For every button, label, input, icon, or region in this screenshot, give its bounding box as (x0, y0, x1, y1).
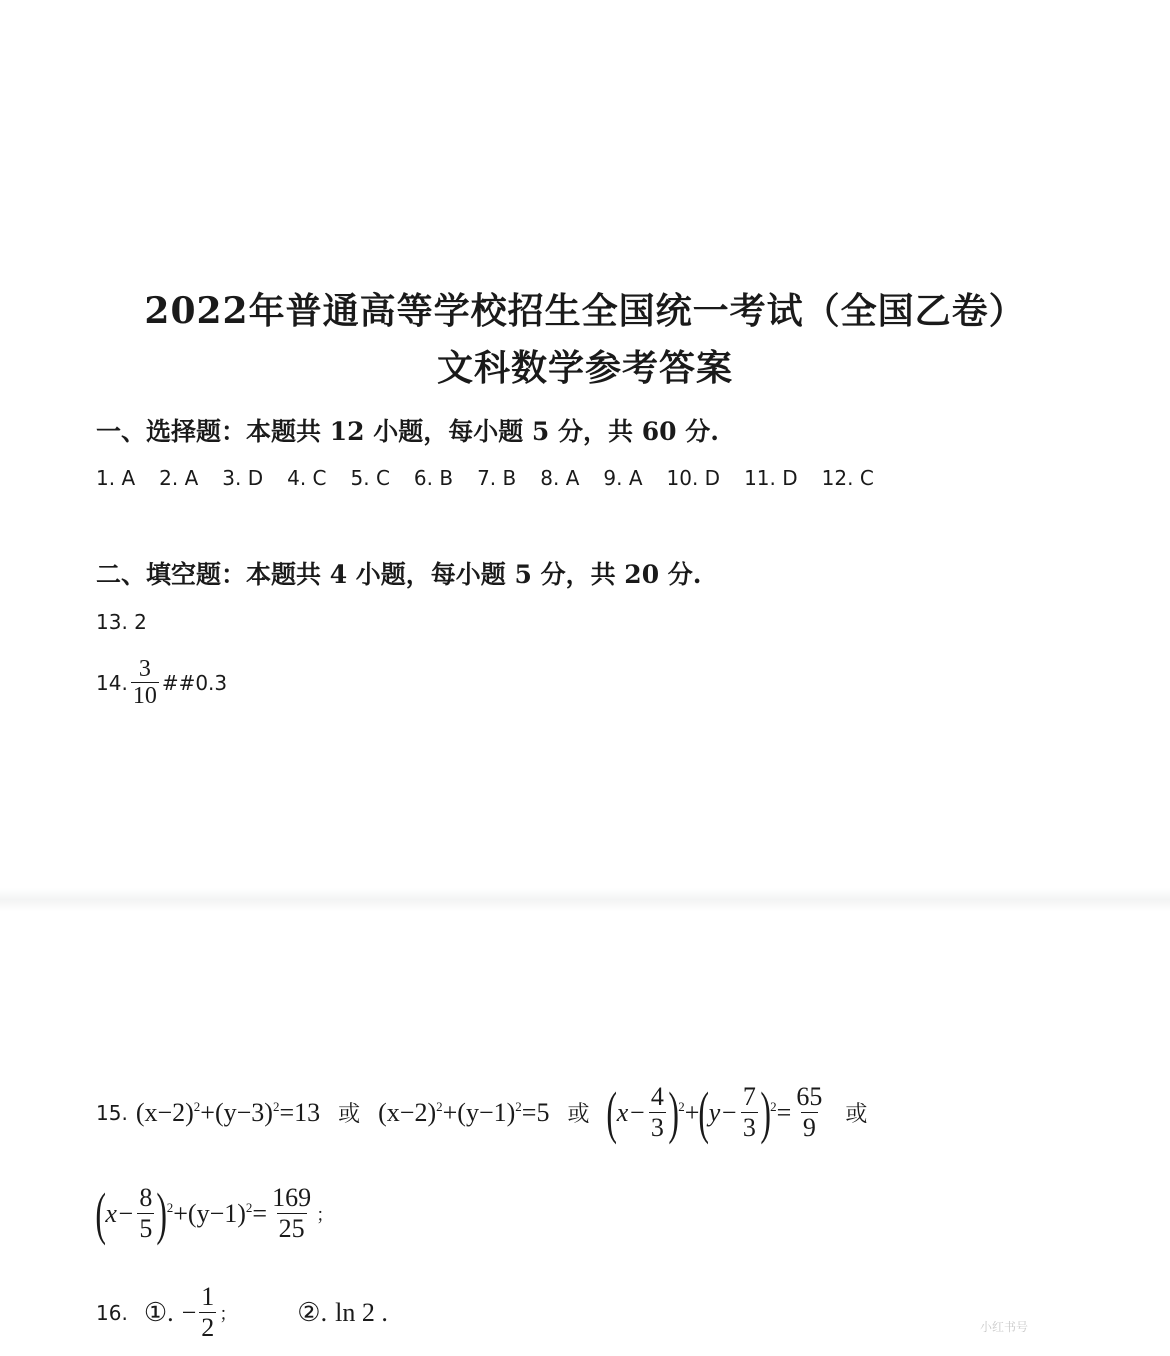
q14-alt: ##0.3 (161, 671, 228, 696)
q15-eq3: ( x− $\frac{4}{3}$ ) $^2$ + ( y− $\frac{7}{3}$ ) $^2$ = $\frac{65}{9}$ (606, 1079, 823, 1145)
answer-1: 1. A (96, 466, 136, 490)
q14-fraction: $\frac{3}{10}$ (132, 656, 157, 710)
choice-answers (96, 466, 898, 490)
exam-title: 2022年普通高等学校招生全国统一考试（全国乙卷） (144, 290, 1026, 332)
answer-4: 4. C (287, 466, 327, 490)
answer-12: 12. C (821, 466, 874, 490)
answer-11: 11. D (744, 466, 798, 490)
answer-7: 7. B (477, 466, 517, 490)
or-3: 或 (845, 1102, 868, 1128)
answer-16 (96, 1283, 388, 1342)
answer-8: 8. A (540, 466, 580, 490)
answer-15-line1 (96, 1079, 885, 1145)
watermark: 小红书号 (980, 1320, 1029, 1334)
or-1: 或 (338, 1102, 361, 1128)
q15-eq1: (x−2) $^2$ +(y−3) $^2$ =13 (135, 1097, 321, 1127)
answer-2: 2. A (159, 466, 199, 490)
q16-part2: ②. ln 2 . (297, 1297, 388, 1327)
q15-label: 15. (96, 1100, 128, 1125)
section1-heading: 一、选择题：本题共 12 小题，每小题 5 分，共 60 分. (96, 417, 719, 446)
answer-14 (96, 656, 227, 711)
answer-13: 13. 2 (96, 610, 147, 634)
q16-label: 16. (96, 1300, 128, 1325)
section2-heading: 二、填空题：本题共 4 小题，每小题 5 分，共 20 分. (96, 560, 702, 589)
answer-15-line2 (95, 1180, 335, 1246)
or-2: 或 (567, 1102, 590, 1128)
answer-5: 5. C (350, 466, 390, 490)
answer-6: 6. B (413, 466, 454, 490)
q14-label: 14. (96, 671, 128, 696)
answer-10: 10. D (666, 466, 721, 490)
answer-9: 9. A (603, 466, 643, 490)
scan-seam (0, 888, 1170, 912)
exam-subtitle: 文科数学参考答案 (436, 347, 733, 389)
answer-3: 3. D (222, 466, 264, 490)
q15-eq2: (x−2) $^2$ +(y−1) $^2$ =5 (378, 1097, 550, 1127)
q16-part1: ①. − $\frac{1}{2}$ ； (143, 1282, 238, 1342)
q15-eq4: ( x− $\frac{8}{5}$ ) $^2$ +(y−1) $^2$ = $\frac{169}{25}$ ； (95, 1180, 335, 1246)
